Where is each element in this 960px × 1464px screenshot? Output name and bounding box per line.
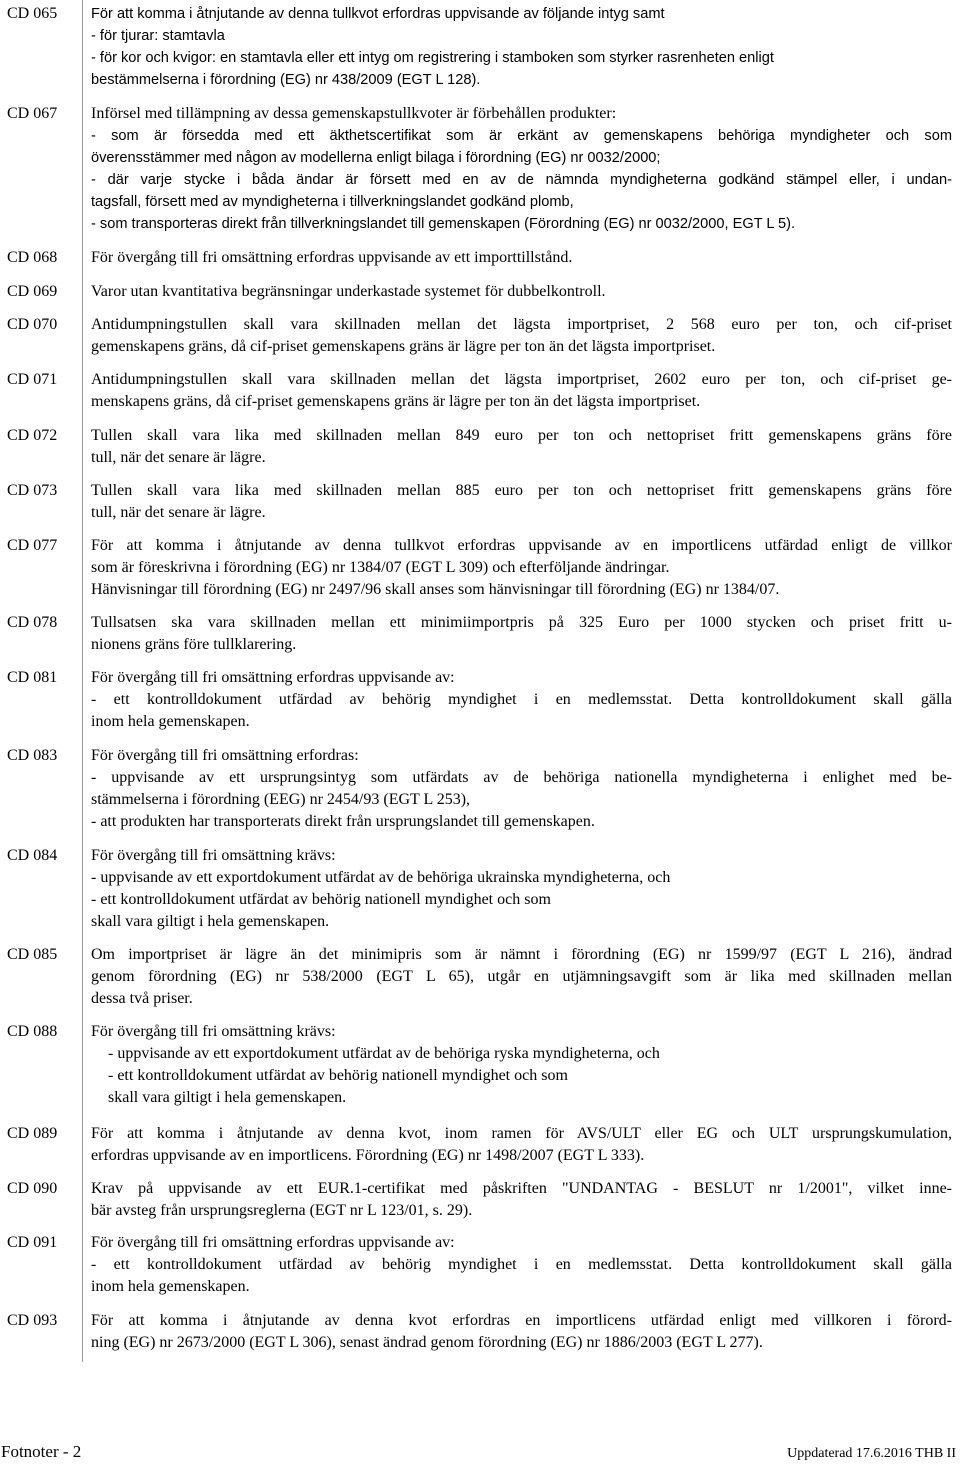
footnote-code: CD 081 [7, 669, 58, 686]
footnote-line: - för kor och kvigor: en stamtavla eller ett intyg om registrering i stamboken som styrker rasrenheten enligt [91, 50, 774, 66]
footnote-line: tagsfall, försett med av myndigheterna i tillverkningslandet godkänd plomb, [91, 194, 574, 210]
footnote-line: - ett kontrolldokument utfärdat av behörig nationell myndighet och som [91, 891, 551, 908]
footnote-line: För att komma i åtnjutande av denna kvot, inom ramen för AVS/ULT eller EG och ULT ursprungskumulation, [91, 1125, 952, 1142]
footnote-code: CD 067 [7, 105, 58, 122]
footnote-line: gemenskapens gräns, då cif-priset gemenskapens gräns är lägre per ton än det lägsta importpriset. [91, 338, 716, 355]
footnote-line: ning (EG) nr 2673/2000 (EGT L 306), senast ändrad genom förordning (EG) nr 1886/2003 (EGT L 277). [91, 1334, 763, 1351]
footnote-line: För övergång till fri omsättning erfordras uppvisande av ett importtillstånd. [91, 249, 573, 266]
footnote-line: - uppvisande av ett exportdokument utfärdat av de behöriga ukrainska myndigheterna, och [91, 869, 671, 886]
footnote-line: genom förordning (EG) nr 538/2000 (EGT L 65), utgår en utjämningsavgift som är lika med skillnaden mellan [91, 968, 952, 985]
footnote-code: CD 090 [7, 1180, 58, 1197]
footnote-line: Om importpriset är lägre än det minimipris som är nämnt i förordning (EG) nr 1599/97 (EGT L 216), ändrad [91, 946, 952, 963]
footnote-line: nionens gräns före tullklarering. [91, 636, 297, 653]
footnote-line: - där varje stycke i båda ändar är försett med en av de nämnda myndigheterna godkänd stämpel eller, i undan- [91, 172, 952, 188]
footnote-text [91, 1123, 952, 1167]
footnote-text [91, 667, 952, 733]
footnote-code: CD 089 [7, 1125, 58, 1142]
footnote-code: CD 093 [7, 1312, 58, 1329]
footnote-line: dessa två priser. [91, 990, 193, 1007]
footnote-code: CD 068 [7, 249, 58, 266]
footnote-line: bestämmelserna i förordning (EG) nr 438/2009 (EGT L 128). [91, 72, 481, 88]
footnote-line: - att produkten har transporterats direkt från ursprungslandet till gemenskapen. [91, 813, 595, 830]
footer-page-label: Fotnoter - 2 [1, 1442, 82, 1461]
footnote-text [91, 281, 952, 303]
footnote-code: CD 070 [7, 316, 58, 333]
footnote-line: För övergång till fri omsättning erfordras uppvisande av: [91, 1234, 455, 1251]
footnote-line: Tullen skall vara lika med skillnaden mellan 849 euro per ton och nettopriset fritt gemenskapens gräns före [91, 427, 952, 444]
footnote-text [91, 314, 952, 358]
footnote-line: skall vara giltigt i hela gemenskapen. [91, 913, 330, 930]
footnote-line: För övergång till fri omsättning krävs: [91, 847, 336, 864]
footnote-line: som är föreskrivna i förordning (EG) nr 1384/07 (EGT L 309) och efterföljande ändringar. [91, 559, 670, 576]
footnote-text [91, 425, 952, 469]
footnote-line: skall vara giltigt i hela gemenskapen. [108, 1089, 347, 1106]
footnote-line: Hänvisningar till förordning (EG) nr 2497/96 skall anses som hänvisningar till förordning (EG) nr 1384/07. [91, 581, 780, 598]
footnote-line: För övergång till fri omsättning krävs: [91, 1023, 336, 1040]
footnote-code: CD 083 [7, 747, 58, 764]
footnote-line: tull, när det senare är lägre. [91, 504, 266, 521]
footnote-line: - som transporteras direkt från tillverkningslandet till gemenskapen (Förordning (EG) nr 0032/2000, EGT L 5). [91, 216, 796, 232]
footnote-line: - ett kontrolldokument utfärdad av behörig myndighet i en medlemsstat. Detta kontrolldokument skall gälla [91, 691, 952, 708]
footnote-line: överensstämmer med någon av modellerna enligt bilaga i förordning (EG) nr 0032/2000; [91, 150, 661, 166]
footnote-code: CD 071 [7, 371, 58, 388]
footnote-line: Antidumpningstullen skall vara skillnaden mellan det lägsta importpriset, 2602 euro per ton, och cif-priset ge- [91, 371, 952, 388]
footnote-line: Tullsatsen ska vara skillnaden mellan ett minimiimportpris på 325 Euro per 1000 stycken och priset fritt u- [91, 614, 952, 631]
footnote-line: bär avsteg från ursprungsreglerna (EGT nr L 123/01, s. 29). [91, 1202, 473, 1219]
footnote-line: För att komma i åtnjutande av denna tullkvot erfordras uppvisande av följande intyg samt [91, 6, 665, 22]
footnote-code: CD 091 [7, 1234, 58, 1251]
footnote-line: För övergång till fri omsättning erfordras: [91, 747, 359, 764]
footnote-code: CD 077 [7, 537, 58, 554]
footnote-text [91, 369, 952, 413]
footnote-text [91, 480, 952, 524]
footnote-line: För att komma i åtnjutande av denna kvot erfordras en importlicens utfärdad enligt med villkoren i förord- [91, 1312, 952, 1329]
footnote-line: menskapens gräns, då cif-priset gemenskapens gräns är lägre per ton än det lägsta importpriset. [91, 393, 701, 410]
footnote-line: Tullen skall vara lika med skillnaden mellan 885 euro per ton och nettopriset fritt gemenskapens gräns före [91, 482, 952, 499]
footnote-text [91, 845, 952, 933]
footnote-text [91, 247, 952, 269]
footnote-text [91, 612, 952, 656]
footnote-text [91, 1310, 952, 1354]
footnote-line: För övergång till fri omsättning erfordras uppvisande av: [91, 669, 455, 686]
footnote-line: erfordras uppvisande av en importlicens. Förordning (EG) nr 1498/2007 (EGT L 333). [91, 1147, 645, 1164]
footnote-code: CD 072 [7, 427, 58, 444]
footnote-line: Antidumpningstullen skall vara skillnaden mellan det lägsta importpriset, 2 568 euro per ton, och cif-priset [91, 316, 952, 333]
footnote-line: För att komma i åtnjutande av denna tullkvot erfordras uppvisande av en importlicens utfärdad enligt de villkor [91, 537, 952, 554]
footnote-text [91, 944, 952, 1010]
footnote-line: - uppvisande av ett exportdokument utfärdat av de behöriga ryska myndigheterna, och [108, 1045, 660, 1062]
footnote-line: - uppvisande av ett ursprungsintyg som utfärdats av de behöriga nationella myndigheterna i enlighet med be- [91, 769, 952, 786]
footnote-code: CD 073 [7, 482, 58, 499]
footnote-line: - för tjurar: stamtavla [91, 28, 225, 44]
footnote-code: CD 088 [7, 1023, 58, 1040]
footer-updated-date: Uppdaterad 17.6.2016 THB II [787, 1446, 956, 1461]
footnote-line: Krav på uppvisande av ett EUR.1-certifikat med påskriften "UNDANTAG - BESLUT nr 1/2001", vilket inne- [91, 1180, 952, 1197]
footnote-line: - ett kontrolldokument utfärdad av behörig myndighet i en medlemsstat. Detta kontrolldokument skall gälla [91, 1256, 952, 1273]
footnote-text [91, 745, 952, 833]
footnote-line: tull, när det senare är lägre. [91, 449, 266, 466]
footnote-line: Varor utan kvantitativa begränsningar underkastade systemet för dubbelkontroll. [91, 283, 606, 300]
footnote-line: inom hela gemenskapen. [91, 713, 250, 730]
footnote-code: CD 084 [7, 847, 58, 864]
footnote-text [91, 535, 952, 601]
footnote-code: CD 078 [7, 614, 58, 631]
footnote-text [91, 1232, 952, 1298]
footnote-line: Införsel med tillämpning av dessa gemenskapstullkvoter är förbehållen produkter: [91, 105, 617, 122]
footnote-code: CD 085 [7, 946, 58, 963]
footnote-text [91, 1178, 952, 1222]
footnote-text [91, 1021, 952, 1109]
footnote-text [91, 3, 952, 91]
footnote-text [91, 103, 952, 235]
footnote-line: - ett kontrolldokument utfärdat av behörig nationell myndighet och som [108, 1067, 568, 1084]
footnote-line: stämmelserna i förordning (EEG) nr 2454/93 (EGT L 253), [91, 791, 471, 808]
footnote-line: - som är försedda med ett äkthetscertifikat som är erkänt av gemenskapens behöriga myndigheter och som [91, 128, 952, 144]
column-divider [82, 0, 83, 1362]
footnote-code: CD 069 [7, 283, 58, 300]
footnote-line: inom hela gemenskapen. [91, 1278, 250, 1295]
footnote-code: CD 065 [7, 5, 58, 22]
